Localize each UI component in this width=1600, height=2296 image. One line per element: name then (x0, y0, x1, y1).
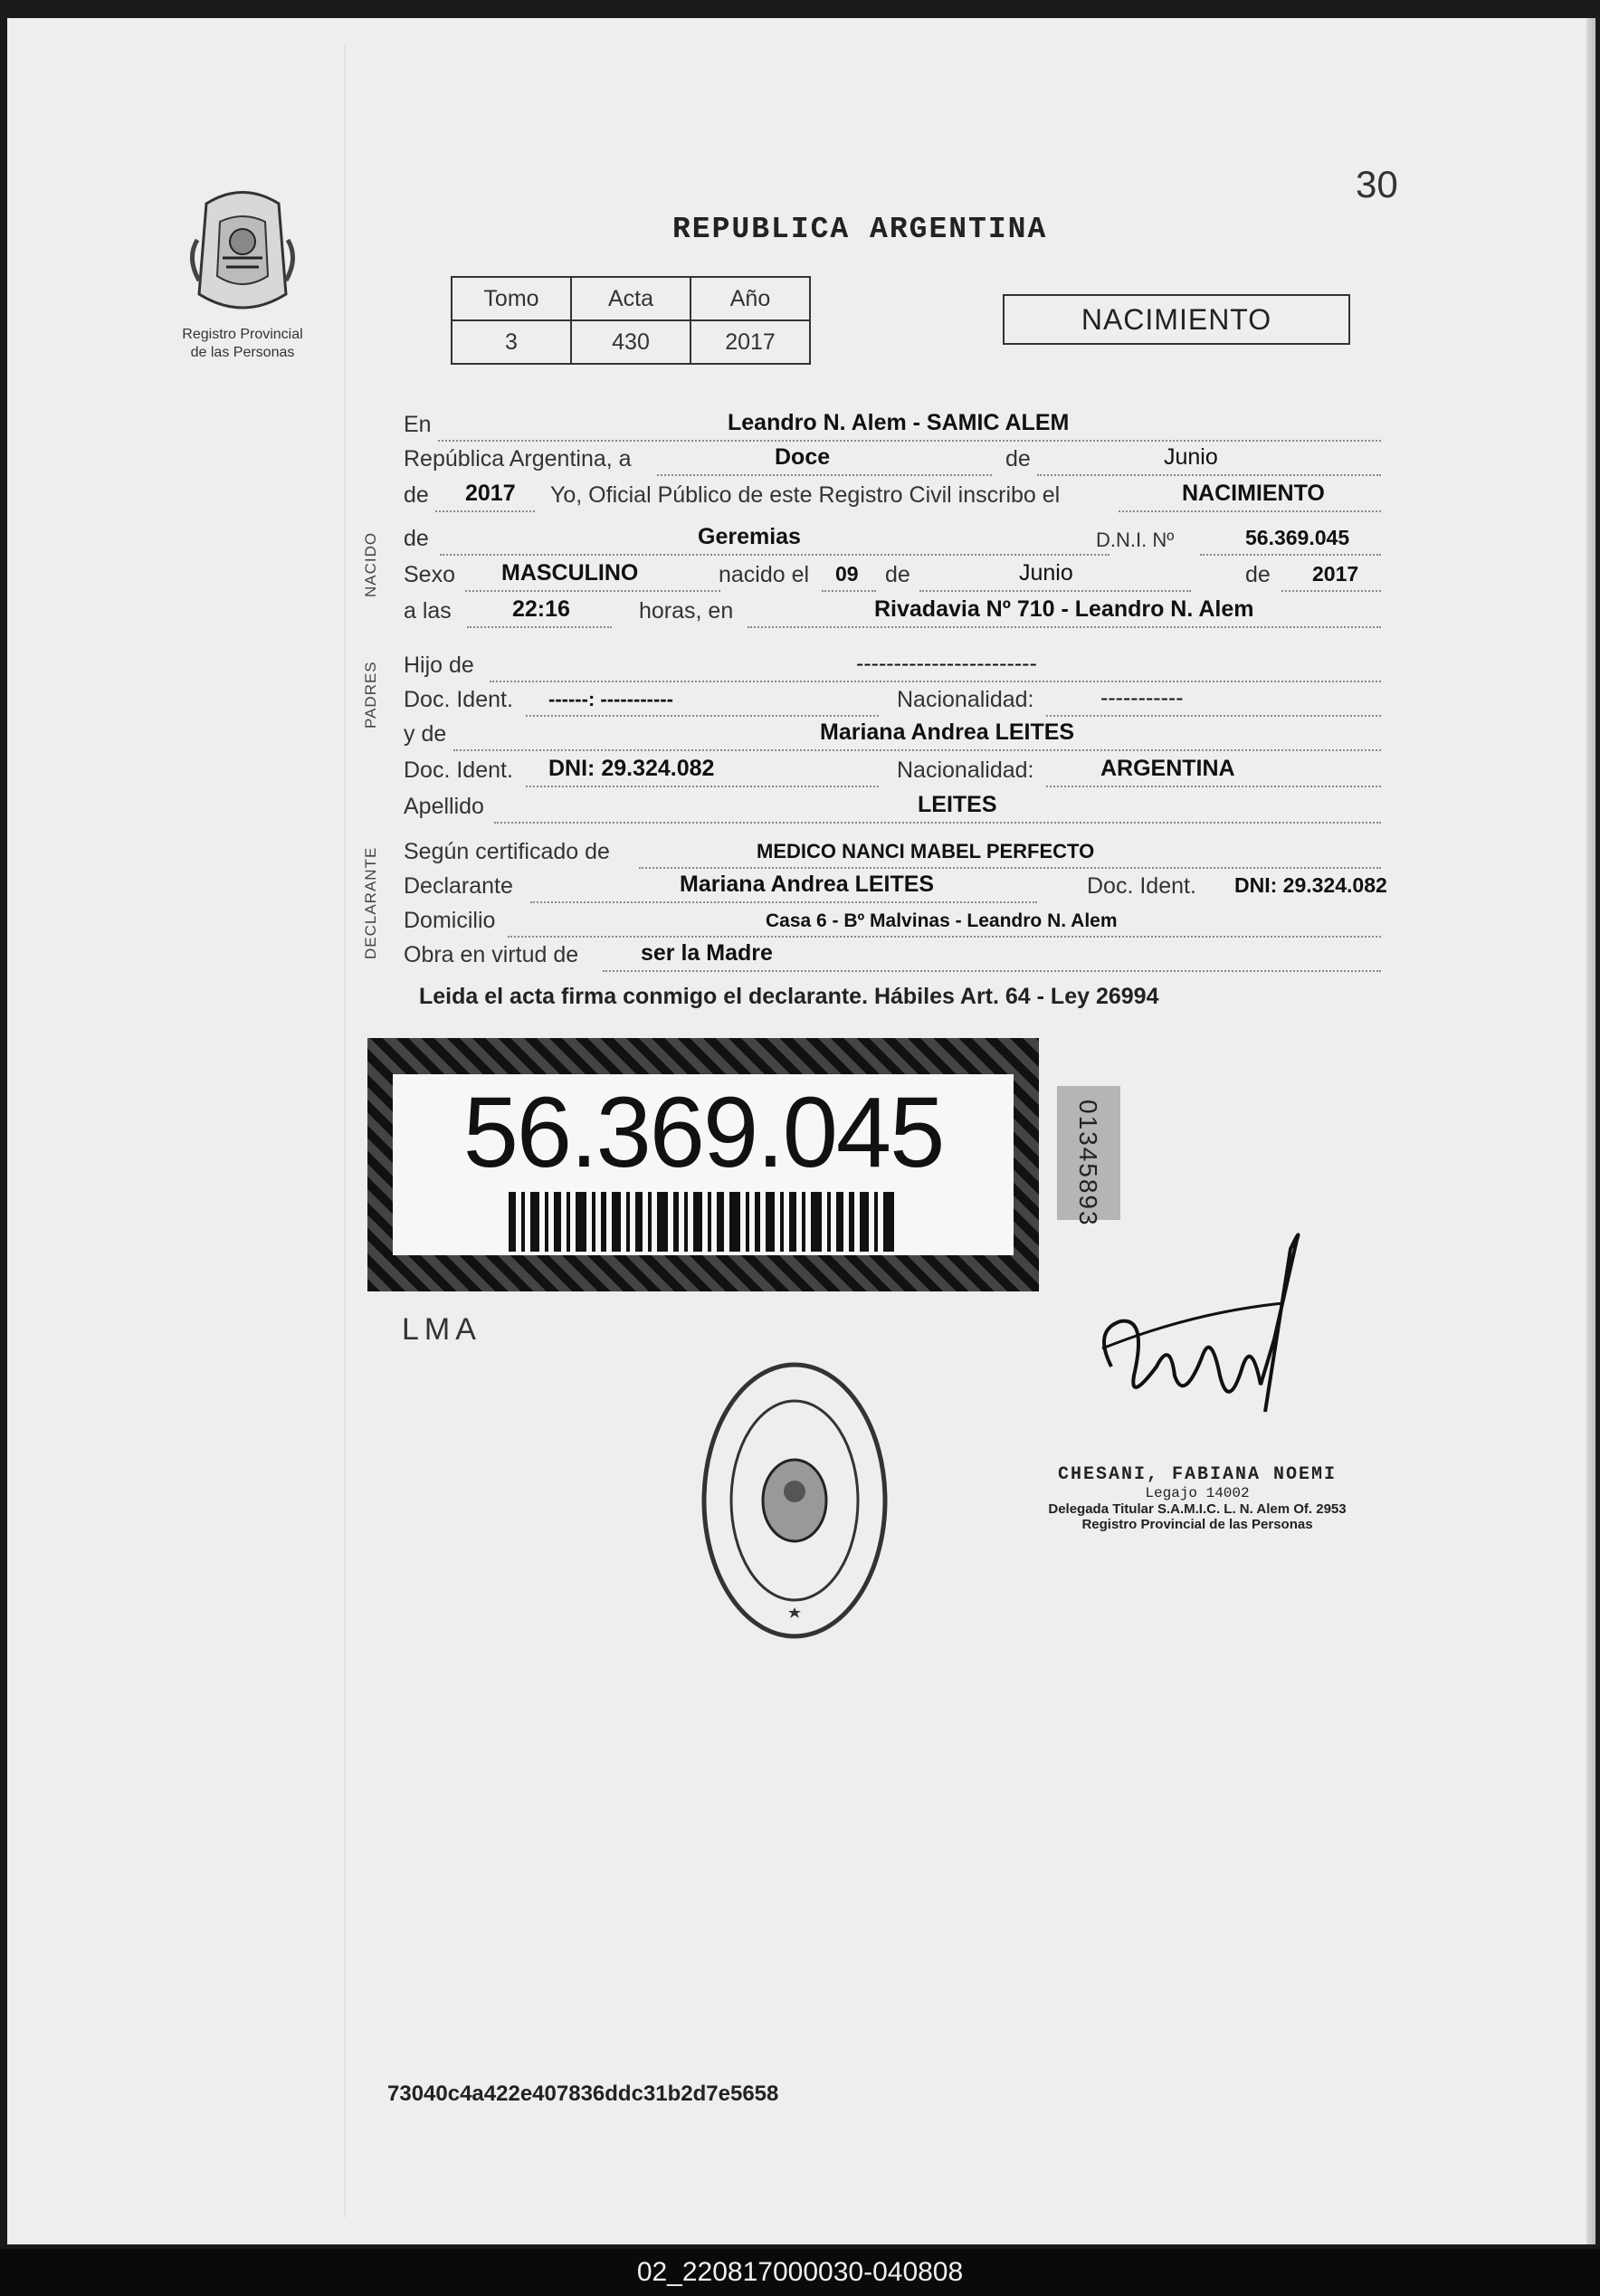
side-label-nacido: NACIDO (362, 531, 379, 597)
label-doc-ident-mother: Doc. Ident. (404, 757, 513, 783)
dotted-line (1200, 554, 1381, 556)
label-nacionalidad: Nacionalidad: (897, 687, 1034, 712)
dotted-line (1119, 510, 1381, 512)
value-birth-month: Junio (1019, 560, 1073, 586)
value-certificado: MEDICO NANCI MABEL PERFECTO (757, 840, 1095, 862)
row-hora (404, 594, 1417, 630)
label-de-month: de (885, 562, 910, 587)
registry-caption-line1: Registro Provincial (182, 327, 303, 342)
province-crest-icon (179, 186, 306, 321)
value-year: 2017 (465, 481, 516, 506)
row-declarante (404, 869, 1417, 905)
table-header-tomo: Tomo (452, 277, 571, 320)
row-obra (404, 938, 1417, 974)
signatory-role: Delegada Titular S.A.M.I.C. L. N. Alem Of. 2953 (1048, 1501, 1347, 1517)
value-dni: 56.369.045 (1245, 526, 1350, 549)
closing-statement: Leida el acta firma conmigo el declarante. Hábiles Art. 64 - Ley 26994 (419, 984, 1159, 1009)
dotted-line (919, 590, 1191, 592)
dotted-line (494, 822, 1381, 824)
row-oficial (404, 478, 1417, 514)
label-de-year2: de (1245, 562, 1271, 587)
label-obra: Obra en virtud de (404, 942, 579, 967)
label-y-de: y de (404, 721, 447, 747)
label-declarante: Declarante (404, 873, 513, 899)
label-en: En (404, 412, 432, 437)
dotted-line (453, 749, 1381, 751)
row-republica (404, 442, 1417, 478)
value-sexo: MASCULINO (501, 560, 639, 586)
label-domicilio: Domicilio (404, 908, 496, 933)
margin-line (344, 45, 346, 2217)
table-cell-acta: 430 (571, 320, 690, 364)
official-stamp-icon (700, 1356, 890, 1645)
dotted-line (1037, 474, 1381, 476)
label-de: de (1005, 446, 1031, 472)
row-en (404, 407, 1417, 443)
row-father-doc (404, 682, 1417, 719)
value-day: Doce (775, 444, 831, 470)
label-certificado: Según certificado de (404, 839, 610, 864)
label-doc-ident: Doc. Ident. (404, 687, 513, 712)
value-time: 22:16 (512, 596, 570, 622)
value-mother-doc: DNI: 29.324.082 (548, 756, 715, 781)
value-father-doc: ------: ----------- (548, 688, 673, 710)
value-decl-doc: DNI: 29.324.082 (1234, 873, 1387, 897)
value-act: NACIMIENTO (1182, 481, 1325, 506)
signatory-institution: Registro Provincial de las Personas (1081, 1517, 1313, 1532)
label-a-las: a las (404, 598, 452, 624)
row-domicilio (404, 903, 1417, 939)
dotted-line (1281, 590, 1381, 592)
dotted-line (467, 626, 612, 628)
table-header-anio: Año (690, 277, 810, 320)
dotted-line (526, 786, 879, 787)
label-apellido: Apellido (404, 794, 484, 819)
label-dni: D.N.I. Nº (1096, 529, 1175, 551)
value-place: Rivadavia Nº 710 - Leandro N. Alem (874, 596, 1254, 622)
table-cell-tomo: 3 (452, 320, 571, 364)
handwritten-initials: LMA (402, 1312, 481, 1347)
value-mother: Mariana Andrea LEITES (820, 719, 1075, 745)
dotted-line (435, 510, 535, 512)
side-label-padres: PADRES (362, 661, 379, 729)
row-nombre (404, 521, 1417, 557)
value-father-nat: ----------- (1100, 685, 1184, 710)
registry-caption-line2: de las Personas (190, 345, 295, 360)
row-certificado (404, 834, 1417, 871)
barcode-icon (509, 1192, 898, 1252)
page-title: REPUBLICA ARGENTINA (672, 213, 1048, 246)
dotted-line (657, 474, 992, 476)
value-name: Geremias (698, 524, 801, 549)
value-birth-year: 2017 (1312, 562, 1359, 586)
value-en: Leandro N. Alem - SAMIC ALEM (728, 410, 1070, 435)
signatory-block (985, 1464, 1410, 1532)
row-mother (404, 717, 1417, 753)
label-de-name: de (404, 526, 429, 551)
value-declarante: Mariana Andrea LEITES (680, 872, 935, 897)
label-nacido-el: nacido el (719, 562, 810, 587)
row-apellido (404, 789, 1417, 825)
dni-barcode-label (367, 1038, 1039, 1291)
barcode-inner (393, 1074, 1014, 1255)
value-mother-nat: ARGENTINA (1100, 756, 1235, 781)
registry-caption (161, 326, 324, 362)
document-sheet (7, 18, 1586, 2244)
label-nacionalidad-mother: Nacionalidad: (897, 757, 1034, 783)
dotted-line (465, 590, 720, 592)
dotted-line (822, 590, 876, 592)
barcode-number: 56.369.045 (462, 1077, 944, 1188)
serial-number: 01345893 (1074, 1100, 1102, 1227)
signatory-legajo: Legajo 14002 (1145, 1485, 1250, 1501)
side-label-declarante: DECLARANTE (362, 846, 379, 959)
footer-id-bar: 02_220817000030-040808 (0, 2249, 1600, 2296)
signatory-name: CHESANI, FABIANA NOEMI (1057, 1464, 1338, 1485)
row-hijo (404, 648, 1417, 684)
label-de-year: de (404, 482, 429, 508)
signature-icon (1084, 1231, 1319, 1466)
label-republica: República Argentina, a (404, 446, 632, 472)
label-sexo: Sexo (404, 562, 455, 587)
label-hijo: Hijo de (404, 653, 474, 678)
value-birth-day: 09 (835, 562, 859, 586)
dotted-line (440, 554, 1110, 556)
value-month: Junio (1164, 444, 1218, 470)
label-yo-oficial: Yo, Oficial Público de este Registro Civil inscribo el (550, 482, 1061, 508)
record-type-box: NACIMIENTO (1003, 294, 1350, 345)
document-hash: 73040c4a422e407836ddc31b2d7e5658 (387, 2082, 779, 2106)
row-mother-doc (404, 753, 1417, 789)
record-table (451, 276, 811, 365)
table-header-acta: Acta (571, 277, 690, 320)
dotted-line (748, 626, 1381, 628)
dotted-line (603, 970, 1381, 972)
page-number: 30 (1356, 163, 1398, 205)
row-sexo (404, 557, 1417, 594)
value-hijo: ------------------------ (856, 651, 1037, 676)
dotted-line (1046, 786, 1381, 787)
value-domicilio: Casa 6 - Bº Malvinas - Leandro N. Alem (766, 910, 1118, 931)
label-doc-ident-decl: Doc. Ident. (1087, 873, 1196, 899)
value-obra: ser la Madre (641, 940, 773, 966)
table-cell-anio: 2017 (690, 320, 810, 364)
label-horas: horas, en (639, 598, 734, 624)
value-apellido: LEITES (918, 792, 997, 817)
